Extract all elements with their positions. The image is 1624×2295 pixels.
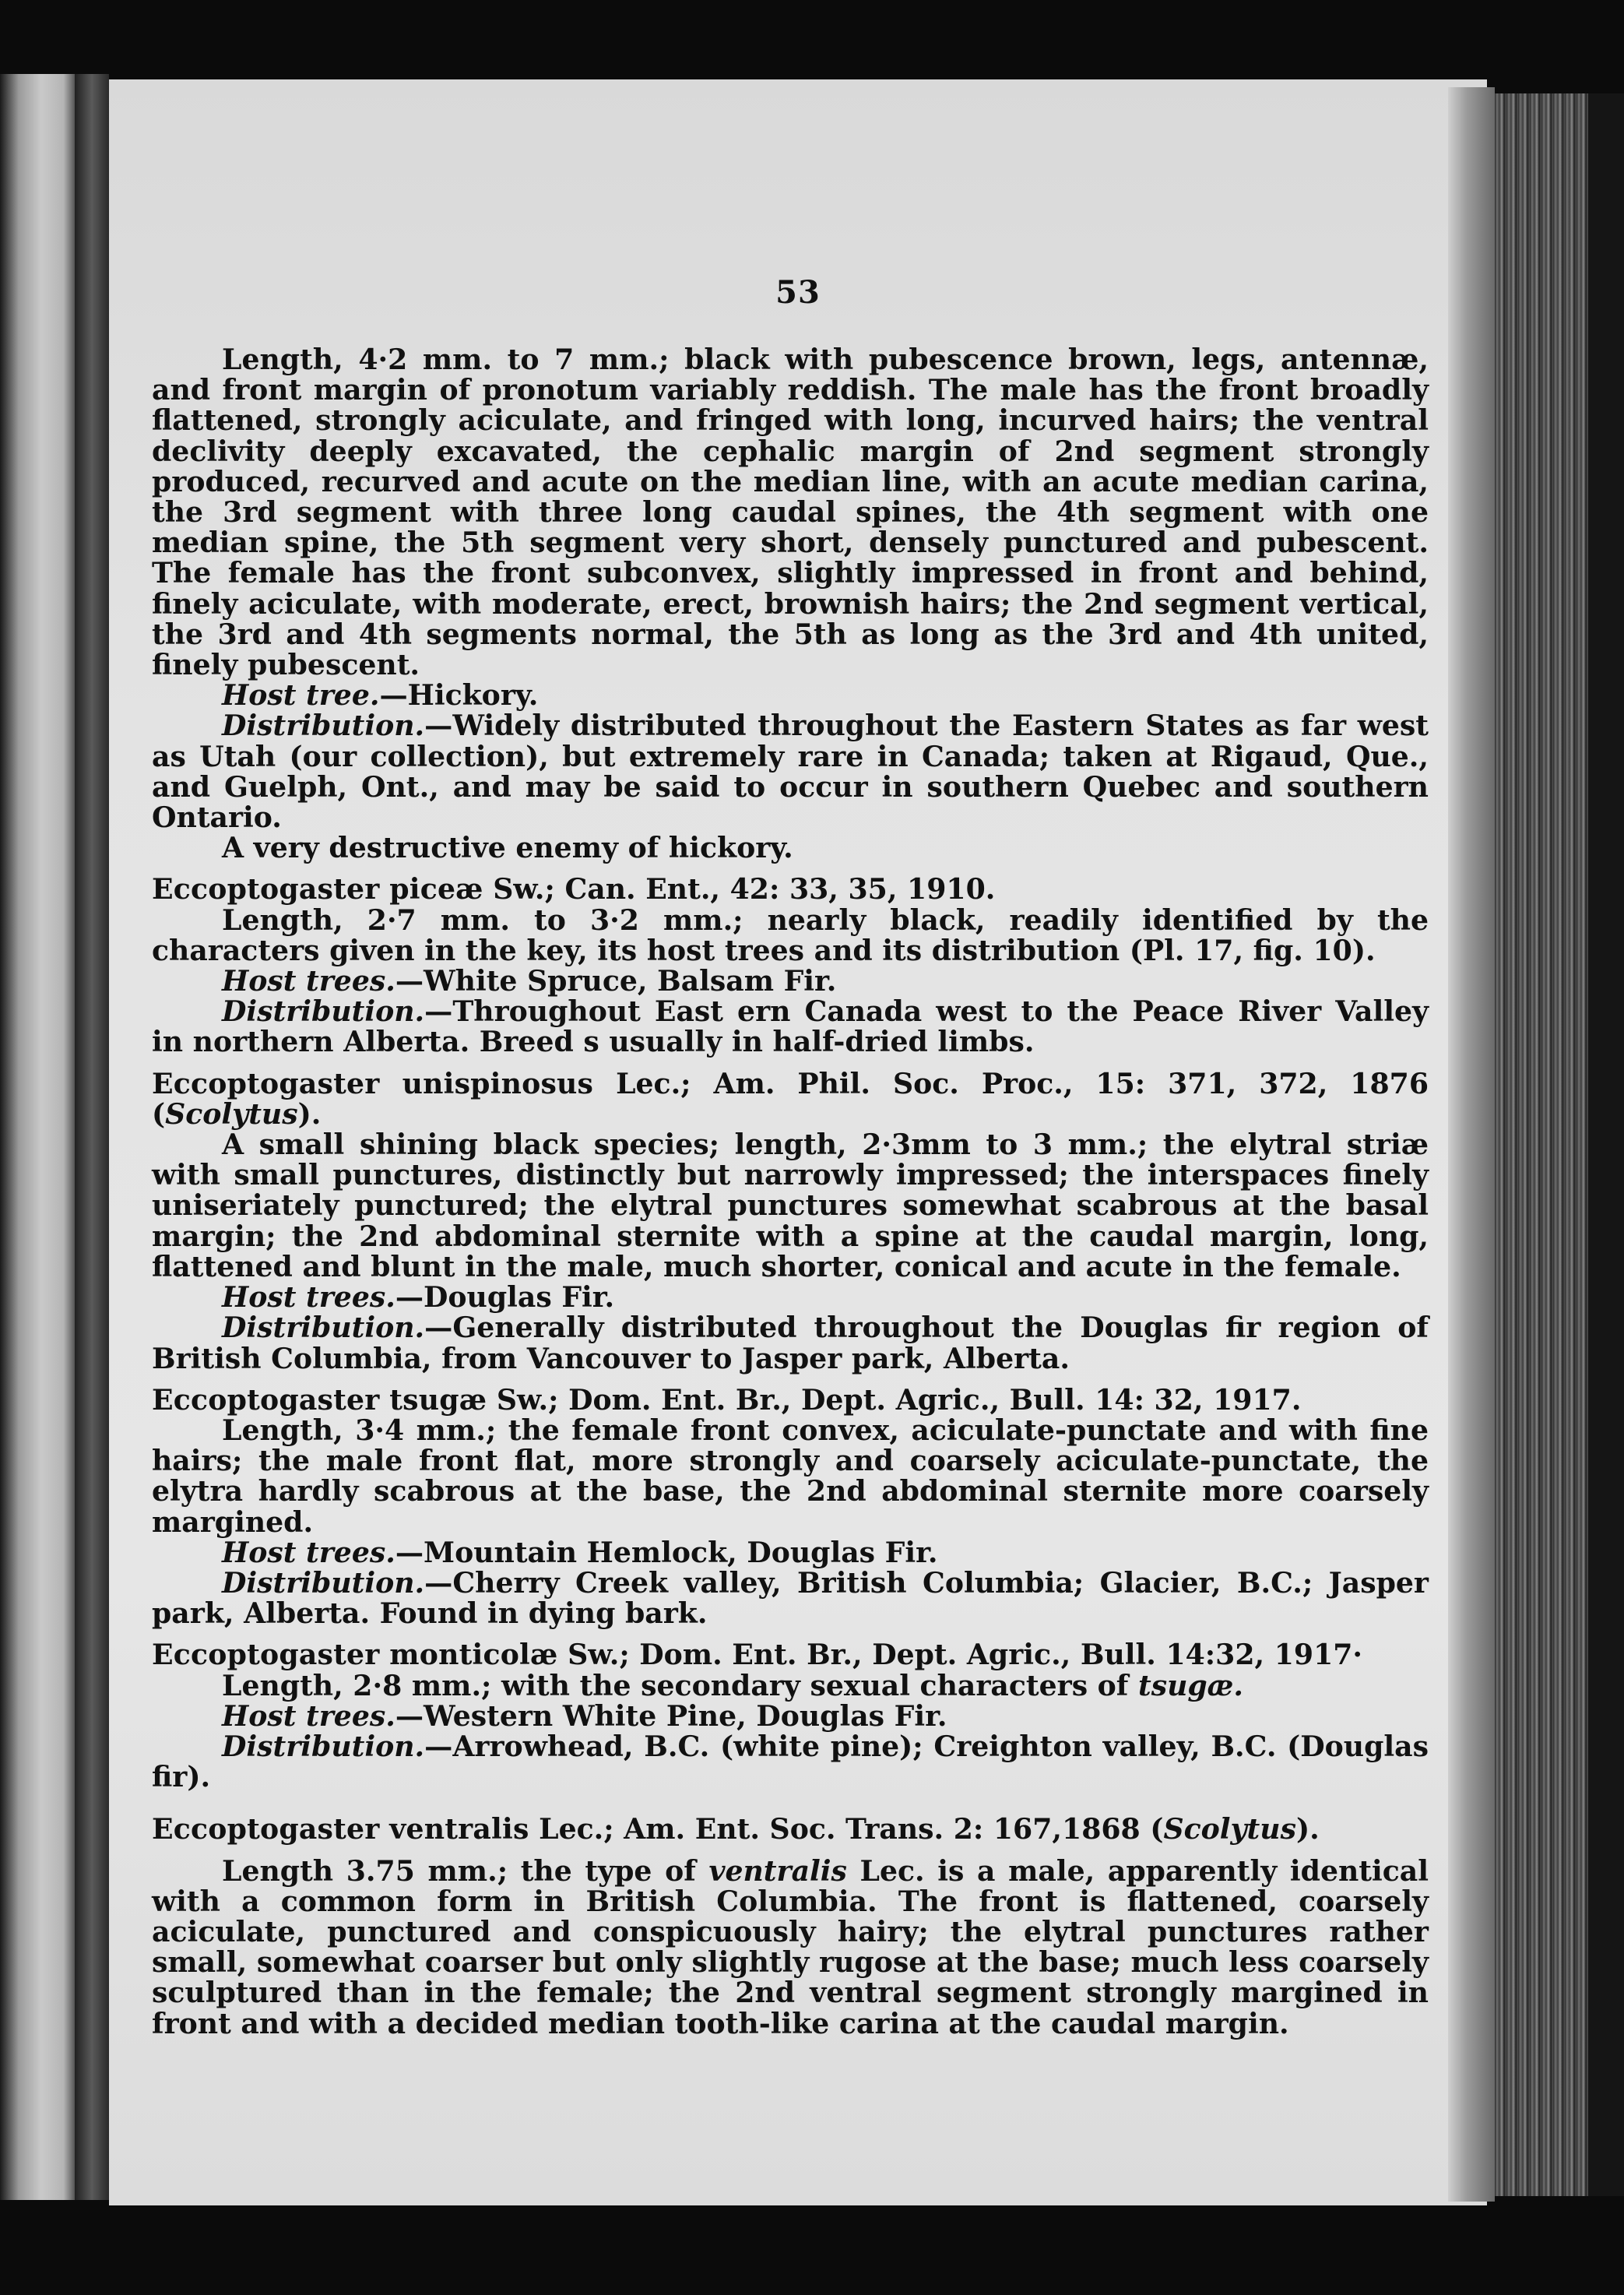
citation-end: ). [297,1096,322,1131]
intro-host [152,678,1429,713]
page-curl-shadow [1448,87,1495,2202]
description-text-rest: Lec. is a male, apparently identical with a common form in British Columbia. The front is flattened, coarsely aciculate, punctured and conspicuously hairy; the elytral punctures rather small, somewhat coarser but only slightly rugose at the base; much less coarsely sculptured than in the female; the 2nd ventral segment strongly margined in front and with a decided median tooth-like carina at the caudal margin. [152,1853,1429,2040]
species-heading [152,874,1429,904]
host-value: —Mountain Hemlock, Douglas Fir. [395,1535,938,1569]
citation-genus: Scolytus [1163,1812,1296,1846]
citation-end: ). [1295,1812,1320,1846]
species-host [152,1537,1429,1568]
species-name: Eccoptogaster tsugæ [152,1382,487,1417]
species-description [152,1853,1429,2040]
intro-distribution [152,709,1429,835]
host-label: Host trees. [222,1698,395,1733]
species-description: Length, 2·7 mm. to 3·2 mm.; nearly black, readily identified by the characters given in the key, its host trees and its distribution (Pl. 17, fig. 10). [152,903,1429,967]
species-host [152,1698,1429,1733]
host-value: —White Spruce, Balsam Fir. [395,964,837,998]
species-distribution [152,1565,1429,1631]
species-distribution [152,1731,1429,1792]
host-value: —Hickory. [379,678,539,713]
host-label: Host tree. [222,678,380,713]
citation-genus: Scolytus [165,1096,298,1131]
previous-page-edge [0,74,75,2200]
host-label: Host trees. [222,964,395,998]
intro-description [152,344,1429,680]
description-text: Length, 2·8 mm.; with the secondary sexual characters of [222,1668,1138,1702]
distribution-value: —Generally distributed throughout the Douglas fir region of British Columbia, from Vancouver to Jasper park, Alberta. [152,1311,1429,1375]
species-heading [152,1068,1429,1129]
page-stack-edge [1483,93,1598,2196]
page-text [152,344,1429,2039]
page-number: 53 [775,274,821,311]
description-italic: tsugæ. [1137,1668,1243,1702]
distribution-label: Distribution. [222,1729,425,1763]
distribution-label: Distribution. [222,994,425,1029]
host-value: —Western White Pine, Douglas Fir. [395,1698,947,1733]
distribution-label: Distribution. [222,1311,425,1345]
description-text: Length 3.75 mm.; the type of [222,1853,709,1888]
species-citation: Lec.; Am. Ent. Soc. Trans. 2: 167,1868 ( [529,1812,1164,1846]
species-citation: Sw.; Can. Ent., 42: 33, 35, 1910. [483,872,996,906]
intro-note: A very destructive enemy of hickory. [222,831,793,865]
species-heading [152,1382,1429,1417]
species-citation: Lec.; Am. Phil. Soc. Proc., 15: 371, 372, 1876 ( [152,1066,1429,1131]
host-label: Host trees. [222,1280,395,1315]
book-page [109,79,1487,2205]
distribution-label: Distribution. [222,1565,425,1600]
distribution-label: Distribution. [222,709,425,743]
book-gutter [75,74,109,2200]
species-description [152,1670,1429,1701]
host-value: —Douglas Fir. [395,1280,615,1315]
species-heading [152,1814,1429,1844]
distribution-value: —Widely distributed throughout the Eastern States as far west as Utah (our collection), but extremely rare in Canada; taken at Rigaud, Que., and Guelph, Ont., and may be said to occur in southern Quebec and southern Ontario. [152,709,1429,835]
intro-description-text: Length, 4·2 mm. to 7 mm.; black with pubescence brown, legs, antennæ, and front margin of pronotum variably reddish. The male has the front broadly flattened, strongly aciculate, and fringed with long, incurved hairs; the ventral declivity deeply excavated, the cephalic margin of 2nd segment strongly produced, recurved and acute on the median line, with an acute median carina, the 3rd segment with three long caudal spines, the 4th segment with one median spine, the 5th segment very short, densely punctured and pubescent. The female has the front subconvex, slightly impressed in front and behind, finely aciculate, with moderate, erect, brownish hairs; the 2nd segment vertical, the 3rd and 4th segments normal, the 5th as long as the 3rd and 4th united, finely pubescent. [152,343,1429,682]
species-host [152,966,1429,996]
scan-border [1588,93,1624,2196]
species-description: A small shining black species; length, 2·3mm to 3 mm.; the elytral striæ with small punctures, distinctly but narrowly impressed; the interspaces finely uniseriately punctured; the elytral punctures somewhat scabrous at the basal margin; the 2nd abdominal sternite with a spine at the caudal margin, long, flattened and blunt in the male, much shorter, conical and acute in the female. [152,1128,1429,1283]
distribution-value: —Throughout East ern Canada west to the Peace River Valley in northern Alberta. Breed s usually in half-dried limbs. [152,994,1429,1059]
species-name: Eccoptogaster ventralis [152,1812,529,1846]
species-name: Eccoptogaster unispinosus [152,1066,594,1100]
distribution-value: —Arrowhead, B.C. (white pine); Creighton valley, B.C. (Douglas fir). [152,1729,1429,1794]
species-distribution [152,996,1429,1057]
species-citation: Sw.; Dom. Ent. Br., Dept. Agric., Bull. 14:32, 1917· [557,1638,1363,1672]
distribution-value: —Cherry Creek valley, British Columbia; Glacier, B.C.; Jasper park, Alberta. Found in dying bark. [152,1565,1429,1631]
species-name: Eccoptogaster piceæ [152,872,483,906]
host-label: Host trees. [222,1535,395,1569]
species-name: Eccoptogaster monticolæ [152,1638,558,1672]
species-description: Length, 3·4 mm.; the female front convex, aciculate-punctate and with fine hairs; the male front flat, more strongly and coarsely aciculate-punctate, the elytra hardly scabrous at the base, the 2nd abdominal sternite more coarsely margined. [152,1413,1429,1539]
species-citation: Sw.; Dom. Ent. Br., Dept. Agric., Bull. 14: 32, 1917. [487,1382,1302,1417]
species-distribution [152,1312,1429,1373]
species-host [152,1280,1429,1315]
description-italic: ventralis [708,1853,847,1888]
species-heading [152,1639,1429,1670]
